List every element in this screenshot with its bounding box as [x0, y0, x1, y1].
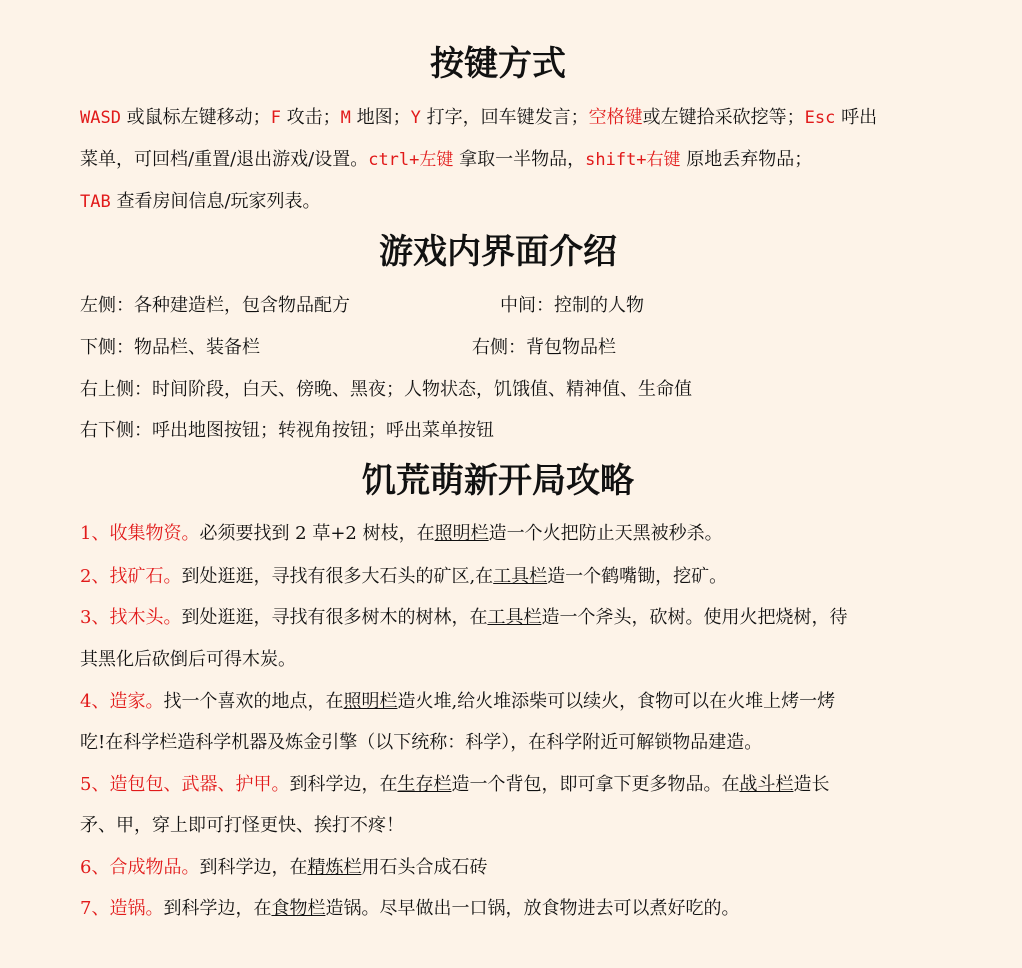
build-tab-refine: 精炼栏 [307, 857, 362, 878]
build-tab-fight: 战斗栏 [739, 774, 794, 795]
step-text: 造长 [793, 774, 830, 795]
guide-step-3-cont: 其黑化后砍倒后可得木炭。 [80, 649, 296, 670]
step-text: 到科学边，在 [289, 774, 398, 795]
controls-text: 或左键拾采砍挖等； [642, 107, 805, 128]
interface-bottom: 下侧：物品栏、装备栏 [80, 337, 260, 358]
step-heading: 6、合成物品。 [80, 857, 200, 878]
guide-step-6 [80, 855, 487, 881]
key-ctrl-left-click: ctrl+左键 [368, 150, 454, 170]
interface-right: 右侧：背包物品栏 [472, 337, 616, 358]
controls-text: 菜单，可回档/重置/退出游戏/设置。 [80, 149, 369, 170]
guide-step-4-cont: 吃!在科学栏造科学机器及炼金引擎（以下统称：科学），在科学附近可解锁物品建造。 [80, 732, 763, 753]
key-tab: TAB [80, 192, 111, 212]
guide-title: 饥荒萌新开局攻略 [362, 461, 634, 501]
step-text: 造一个斧头，砍树。使用火把烧树，待 [541, 607, 848, 628]
build-tab-food: 食物栏 [271, 898, 326, 919]
controls-text: 原地丢弃物品； [680, 149, 813, 170]
step-heading: 4、造家。 [80, 691, 164, 712]
interface-line-2 [80, 335, 980, 361]
controls-text: 呼出 [835, 107, 878, 128]
step-text: 找一个喜欢的地点，在 [163, 691, 344, 712]
interface-center: 中间：控制的人物 [500, 295, 644, 316]
step-text: 到处逛逛，寻找有很多树木的树林，在 [181, 607, 488, 628]
build-tab-lighting: 照明栏 [343, 691, 398, 712]
controls-line-1 [80, 105, 877, 131]
guide-step-4 [80, 689, 835, 715]
build-tab-lighting: 照明栏 [434, 523, 489, 544]
guide-step-3 [80, 605, 847, 631]
key-space: 空格键 [588, 107, 643, 128]
build-tab-tools: 工具栏 [493, 566, 548, 587]
key-m: M [340, 108, 351, 128]
step-text: 到科学边，在 [199, 857, 308, 878]
guide-step-5 [80, 772, 829, 798]
key-y: Y [410, 108, 421, 128]
step-heading: 1、收集物资。 [80, 523, 200, 544]
interface-left: 左侧：各种建造栏，包含物品配方 [80, 295, 350, 316]
controls-text: 查看房间信息/玩家列表。 [110, 191, 321, 212]
step-text: 用石头合成石砖 [361, 857, 488, 878]
interface-title: 游戏内界面介绍 [379, 232, 617, 272]
build-tab-survival: 生存栏 [397, 774, 452, 795]
step-text: 必须要找到 2 草+2 树枝，在 [199, 523, 435, 544]
build-tab-tools: 工具栏 [487, 607, 542, 628]
controls-text: 或鼠标左键移动； [120, 107, 271, 128]
step-text: 到科学边，在 [163, 898, 272, 919]
step-text: 到处逛逛，寻找有很多大石头的矿区,在 [181, 566, 494, 587]
guide-step-5-cont: 矛、甲，穿上即可打怪更快、挨打不疼！ [80, 815, 404, 836]
controls-line-3 [80, 189, 321, 215]
interface-bottom-right: 右下侧：呼出地图按钮；转视角按钮；呼出菜单按钮 [80, 420, 494, 441]
controls-title: 按键方式 [430, 44, 566, 84]
controls-text: 攻击； [280, 107, 341, 128]
step-heading: 5、造包包、武器、护甲。 [80, 774, 290, 795]
key-f: F [270, 108, 281, 128]
controls-text: 打字，回车键发言； [420, 107, 589, 128]
controls-text: 地图； [350, 107, 411, 128]
guide-step-2 [80, 564, 727, 590]
interface-top-right: 右上侧：时间阶段，白天、傍晚、黑夜；人物状态，饥饿值、精神值、生命值 [80, 379, 692, 400]
step-text: 造锅。尽早做出一口锅，放食物进去可以煮好吃的。 [325, 898, 740, 919]
step-text: 造一个鹤嘴锄，挖矿。 [547, 566, 728, 587]
key-shift-right-click: shift+右键 [585, 150, 681, 170]
step-text: 造一个火把防止天黑被秒杀。 [488, 523, 723, 544]
key-esc: Esc [804, 108, 836, 128]
controls-line-2 [80, 147, 812, 173]
step-heading: 7、造锅。 [80, 898, 164, 919]
interface-line-1 [80, 293, 980, 319]
guide-step-7 [80, 896, 739, 922]
step-heading: 2、找矿石。 [80, 566, 182, 587]
step-text: 造火堆,给火堆添柴可以续火，食物可以在火堆上烤一烤 [397, 691, 836, 712]
controls-text: 拿取一半物品， [453, 149, 586, 170]
guide-step-1 [80, 521, 723, 547]
step-text: 造一个背包，即可拿下更多物品。在 [451, 774, 740, 795]
key-wasd: WASD [80, 108, 121, 128]
step-heading: 3、找木头。 [80, 607, 182, 628]
